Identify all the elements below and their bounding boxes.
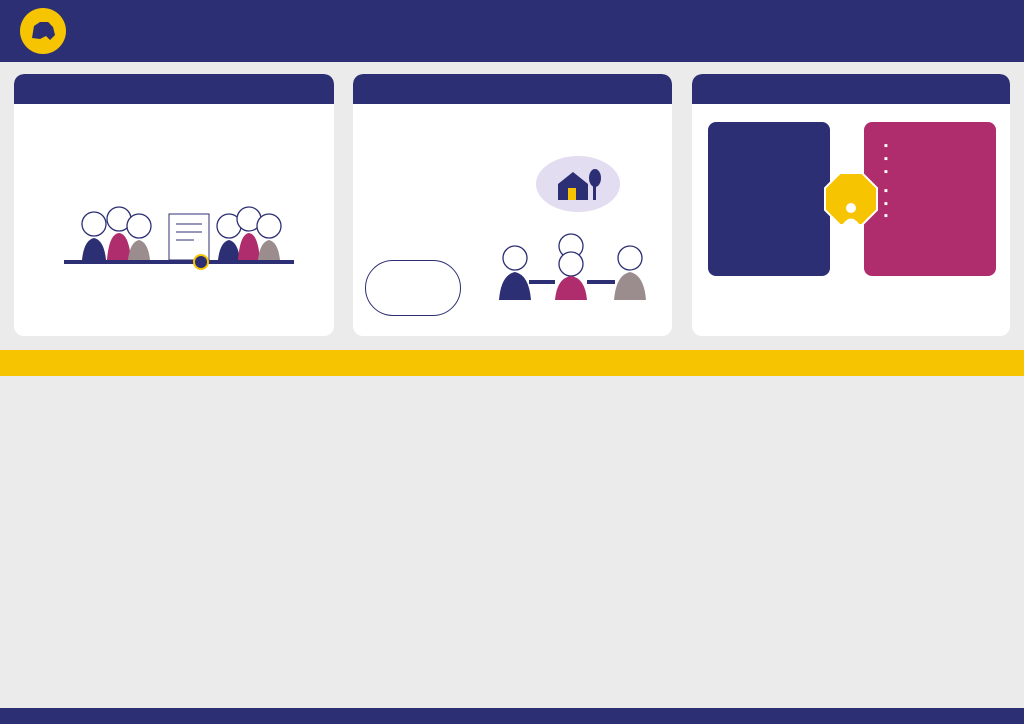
consortium-box xyxy=(864,122,996,276)
samenwerken-panel xyxy=(692,74,1010,336)
visie-title xyxy=(353,74,672,104)
footer xyxy=(0,708,1024,724)
inwoner-octagon xyxy=(824,172,878,226)
onderaanbieders-list: ■ ■ ■ xyxy=(884,188,888,220)
werkwijze-panel xyxy=(14,74,334,336)
people-contract-illustration xyxy=(64,204,294,284)
samen-bubble xyxy=(365,260,461,316)
hoofdaanbieders-list: ■ ■ ■ xyxy=(884,143,888,176)
samenwerken-title xyxy=(692,74,1010,104)
gemeenten-list xyxy=(708,130,830,134)
hoofdaanbieders-title xyxy=(864,130,996,140)
header xyxy=(0,0,1024,62)
house-thought-cloud-icon xyxy=(533,152,623,218)
gemeenten-title xyxy=(708,122,830,130)
visie-panel xyxy=(353,74,672,336)
werkwijze-title xyxy=(14,74,334,104)
lion-logo-icon xyxy=(20,8,66,54)
gemeenten-box xyxy=(708,122,830,276)
section-banner xyxy=(0,350,1024,376)
consortium-title xyxy=(864,122,996,130)
handshake-people-illustration xyxy=(493,230,658,305)
